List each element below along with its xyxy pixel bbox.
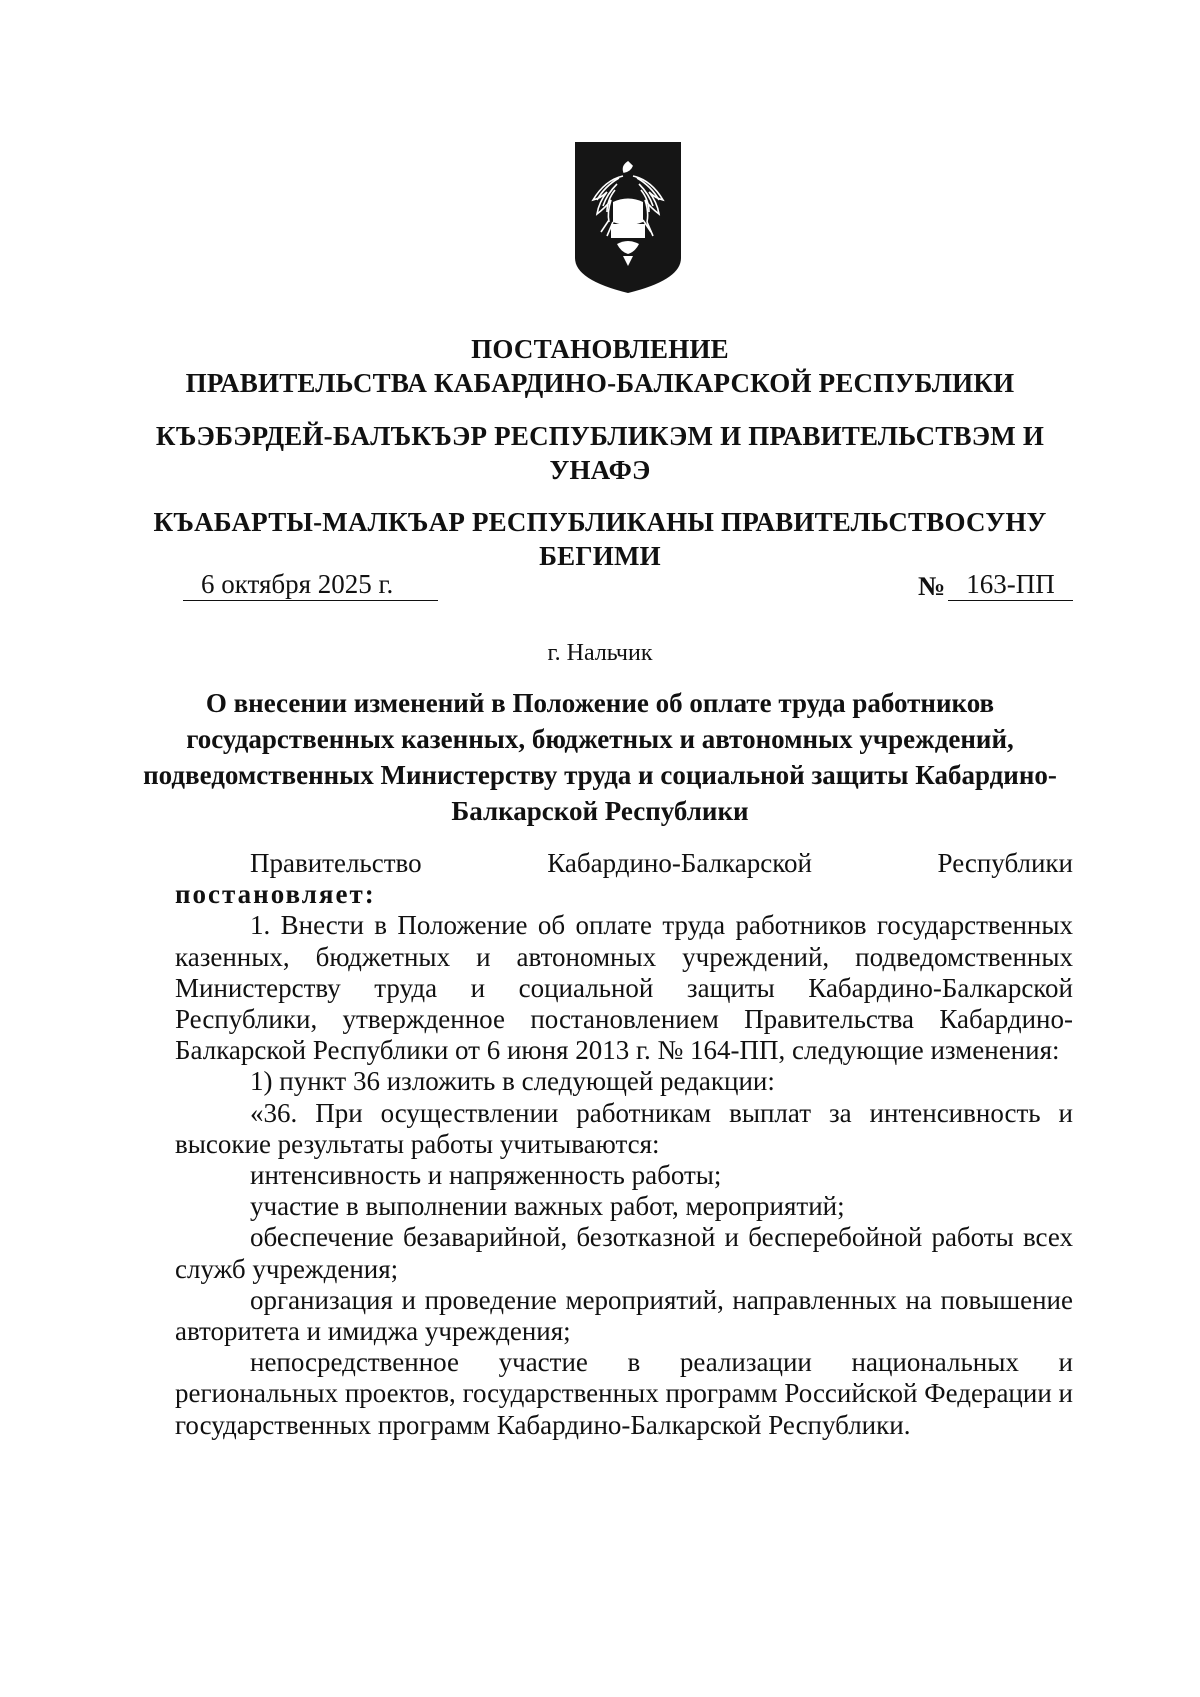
paragraph-8: непосредственное участие в реализации национальных и региональных проектов, государственных программ Российской Федерации и государственных программ Кабардино-Балкарской Республики. — [175, 1347, 1073, 1440]
decree-city: г. Нальчик — [547, 640, 653, 666]
decree-word-line — [175, 879, 1073, 910]
decree-body — [175, 848, 1073, 1441]
paragraph-3: «36. При осуществлении работникам выплат за интенсивность и высокие результаты работы учитываются: — [175, 1097, 1073, 1159]
decree-title: О внесении изменений в Положение об оплате труда работников государственных казенных, бюджетных и автономных учреждений, подведомственных Министерству труда и социальной защиты Кабардино-Балкарской Республики — [143, 688, 1057, 826]
coat-of-arms-emblem — [573, 140, 683, 295]
intro-line: Правительство Кабардино-Балкарской Республики — [250, 848, 1073, 878]
kabardian-heading-line2: УНАФЭ — [549, 455, 651, 485]
decree-date: 6 октября 2025 г. — [183, 568, 438, 601]
balkar-header — [150, 505, 1050, 573]
paragraph-7: организация и проведение мероприятий, направленных на повышение авторитета и имиджа учреждения; — [175, 1284, 1073, 1347]
decree-word: постановляет: — [175, 879, 376, 910]
decree-number-label: № — [918, 571, 946, 601]
balkar-heading-line1: КЪАБАРТЫ-МАЛКЪАР РЕСПУБЛИКАНЫ ПРАВИТЕЛЬСТВОСУНУ — [153, 507, 1047, 537]
government-heading: ПРАВИТЕЛЬСТВА КАБАРДИНО-БАЛКАРСКОЙ РЕСПУБЛИКИ — [185, 368, 1015, 398]
decree-number: 163-ПП — [948, 568, 1073, 601]
paragraph-2: 1) пункт 36 изложить в следующей редакции: — [250, 1066, 775, 1097]
kabardian-heading-line1: КЪЭБЭРДЕЙ-БАЛЪКЪЭР РЕСПУБЛИКЭМ И ПРАВИТЕЛЬСТВЭМ И — [155, 421, 1045, 451]
kabardian-header — [150, 419, 1050, 487]
paragraph-5: участие в выполнении важных работ, мероприятий; — [250, 1191, 845, 1222]
paragraph-4: интенсивность и напряженность работы; — [250, 1160, 722, 1191]
paragraph-1: 1. Внести в Положение об оплате труда работников государственных казенных, бюджетных и автономных учреждений, подведомственных Министерству труда и социальной защиты Кабардино-Балкарской Республики, утвержденное постановлением Правительства Кабардино-Балкарской Республики от 6 июня 2013 г. № 164-ПП, следующие изменения: — [175, 910, 1073, 1066]
balkar-heading-line2: БЕГИМИ — [539, 541, 661, 571]
doc-type-heading: ПОСТАНОВЛЕНИЕ — [471, 334, 729, 364]
decree-header — [150, 332, 1050, 400]
paragraph-6: обеспечение безаварийной, безотказной и бесперебойной работы всех служб учреждения; — [175, 1222, 1073, 1284]
